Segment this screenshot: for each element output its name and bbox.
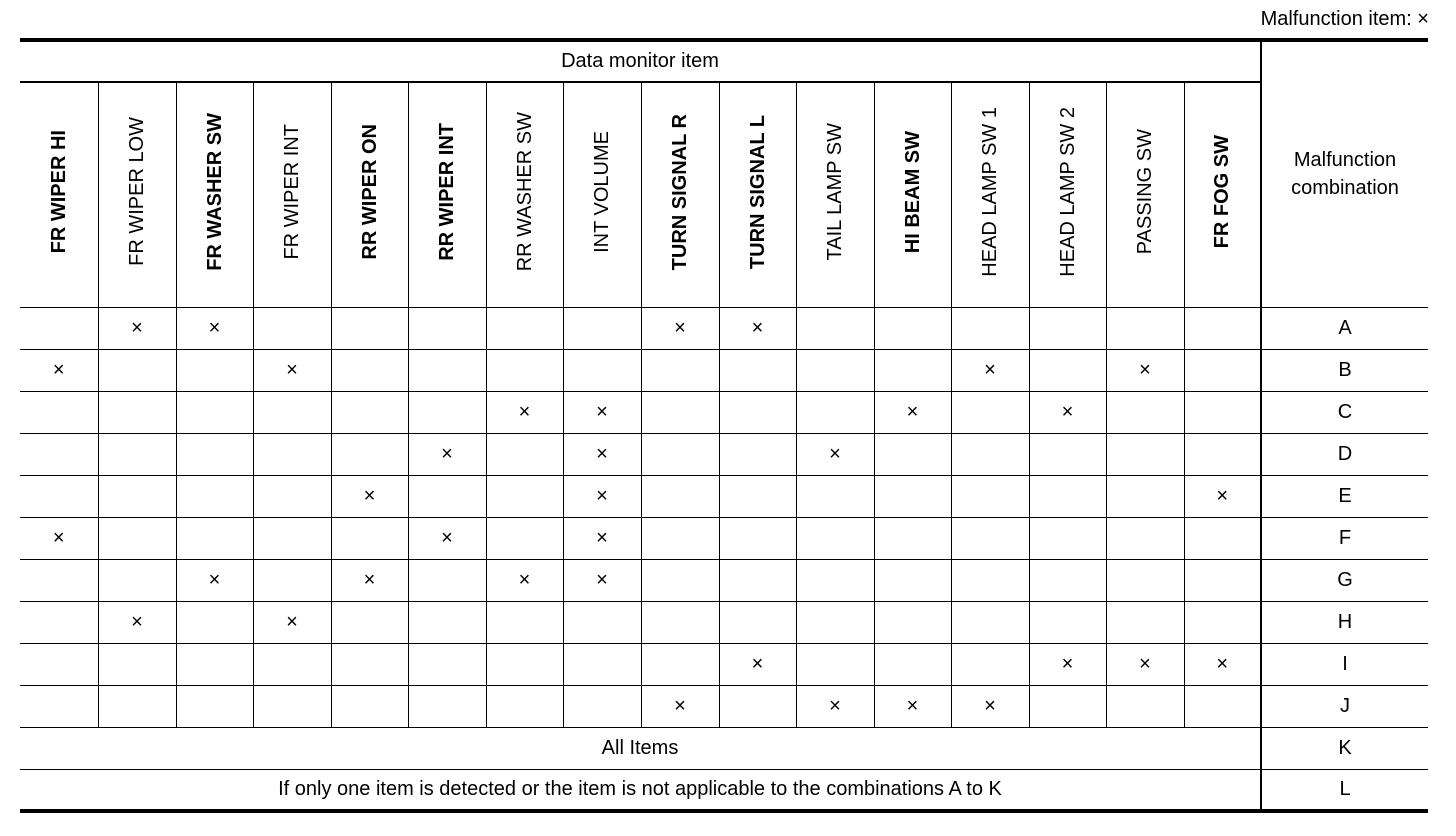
matrix-cell xyxy=(20,433,98,475)
malfunction-mark: × xyxy=(518,400,531,423)
table-row xyxy=(20,475,1428,517)
column-header xyxy=(796,82,874,307)
matrix-cell xyxy=(1184,391,1261,433)
matrix-cell xyxy=(796,559,874,601)
matrix-cell xyxy=(253,601,331,643)
malfunction-mark: × xyxy=(363,568,376,591)
matrix-cell xyxy=(1106,643,1184,685)
matrix-cell xyxy=(874,391,951,433)
column-header-label: INT VOLUME xyxy=(591,130,613,253)
matrix-cell xyxy=(253,559,331,601)
malfunction-mark: × xyxy=(1139,652,1151,675)
table-row xyxy=(20,391,1428,433)
footer-row xyxy=(20,769,1428,811)
matrix-cell xyxy=(1184,517,1261,559)
matrix-cell xyxy=(331,349,408,391)
matrix-cell xyxy=(20,475,98,517)
matrix-cell xyxy=(796,643,874,685)
malfunction-combination-table xyxy=(20,38,1428,813)
table-row xyxy=(20,433,1428,475)
malfunction-mark: × xyxy=(52,526,65,549)
column-header-label: FR WIPER INT xyxy=(281,123,303,260)
matrix-cell xyxy=(796,475,874,517)
matrix-cell xyxy=(641,349,719,391)
matrix-cell xyxy=(1029,685,1106,727)
combination-letter: L xyxy=(1261,769,1428,811)
footer-row xyxy=(20,727,1428,769)
matrix-cell xyxy=(1106,601,1184,643)
column-header-label: FR WIPER HI xyxy=(47,130,70,254)
combination-letter: G xyxy=(1261,559,1428,601)
matrix-cell xyxy=(408,307,486,349)
malfunction-mark: × xyxy=(1216,484,1229,507)
matrix-cell xyxy=(1106,307,1184,349)
matrix-cell xyxy=(641,517,719,559)
matrix-cell xyxy=(98,433,176,475)
matrix-cell xyxy=(98,349,176,391)
matrix-cell xyxy=(796,391,874,433)
matrix-cell xyxy=(951,685,1029,727)
column-header xyxy=(874,82,951,307)
combination-letter: I xyxy=(1261,643,1428,685)
malfunction-mark: × xyxy=(751,316,764,339)
matrix-cell xyxy=(719,685,796,727)
matrix-cell xyxy=(874,559,951,601)
matrix-cell xyxy=(20,517,98,559)
matrix-cell xyxy=(1106,517,1184,559)
malfunction-mark: × xyxy=(984,358,996,381)
column-header xyxy=(176,82,253,307)
column-header xyxy=(20,82,98,307)
matrix-cell xyxy=(719,643,796,685)
combination-letter: H xyxy=(1261,601,1428,643)
matrix-cell xyxy=(408,517,486,559)
matrix-cell xyxy=(408,643,486,685)
matrix-cell xyxy=(719,349,796,391)
matrix-cell xyxy=(563,349,641,391)
footer-description: If only one item is detected or the item is not applicable to the combinations A to K xyxy=(20,769,1261,811)
matrix-cell xyxy=(98,685,176,727)
matrix-cell xyxy=(98,601,176,643)
matrix-cell xyxy=(563,685,641,727)
malfunction-mark: × xyxy=(596,442,608,465)
matrix-cell xyxy=(176,601,253,643)
matrix-cell xyxy=(176,349,253,391)
matrix-cell xyxy=(1106,391,1184,433)
matrix-cell xyxy=(20,349,98,391)
column-header-label: RR WIPER ON xyxy=(358,123,381,260)
matrix-cell xyxy=(486,601,563,643)
matrix-cell xyxy=(951,643,1029,685)
column-header xyxy=(951,82,1029,307)
matrix-cell xyxy=(98,517,176,559)
matrix-cell xyxy=(98,307,176,349)
matrix-cell xyxy=(951,517,1029,559)
malfunction-mark: × xyxy=(1139,358,1151,381)
combination-letter: E xyxy=(1261,475,1428,517)
table-row xyxy=(20,307,1428,349)
matrix-cell xyxy=(176,433,253,475)
matrix-cell xyxy=(253,475,331,517)
matrix-cell xyxy=(719,475,796,517)
matrix-cell xyxy=(1184,349,1261,391)
matrix-cell xyxy=(98,643,176,685)
matrix-cell xyxy=(98,475,176,517)
matrix-cell xyxy=(719,517,796,559)
table-row xyxy=(20,349,1428,391)
matrix-cell xyxy=(641,475,719,517)
malfunction-mark: × xyxy=(1061,652,1074,675)
matrix-cell xyxy=(1184,685,1261,727)
matrix-cell xyxy=(98,391,176,433)
malfunction-mark: × xyxy=(829,442,841,465)
malfunction-mark: × xyxy=(829,694,841,717)
matrix-cell xyxy=(874,517,951,559)
combination-letter: D xyxy=(1261,433,1428,475)
matrix-cell xyxy=(1106,685,1184,727)
matrix-cell xyxy=(641,307,719,349)
matrix-cell xyxy=(331,475,408,517)
column-header-label: TURN SIGNAL L xyxy=(746,114,769,269)
matrix-cell xyxy=(331,601,408,643)
matrix-cell xyxy=(951,433,1029,475)
matrix-cell xyxy=(1029,433,1106,475)
matrix-cell xyxy=(796,601,874,643)
matrix-cell xyxy=(486,517,563,559)
matrix-cell xyxy=(563,433,641,475)
data-monitor-item-header: Data monitor item xyxy=(20,40,1261,82)
matrix-cell xyxy=(408,391,486,433)
matrix-cell xyxy=(253,685,331,727)
malfunction-mark: × xyxy=(596,484,608,507)
column-header-label: FR WASHER SW xyxy=(203,112,226,271)
matrix-cell xyxy=(796,433,874,475)
matrix-cell xyxy=(719,307,796,349)
malfunction-mark: × xyxy=(984,694,996,717)
column-header xyxy=(563,82,641,307)
combination-letter: A xyxy=(1261,307,1428,349)
matrix-cell xyxy=(1029,601,1106,643)
matrix-cell xyxy=(486,559,563,601)
matrix-cell xyxy=(176,307,253,349)
matrix-cell xyxy=(331,517,408,559)
column-header-label: HEAD LAMP SW 1 xyxy=(979,106,1001,277)
matrix-cell xyxy=(486,685,563,727)
matrix-cell xyxy=(253,391,331,433)
matrix-cell xyxy=(796,307,874,349)
matrix-cell xyxy=(176,391,253,433)
matrix-cell xyxy=(796,349,874,391)
column-header-label: PASSING SW xyxy=(1134,129,1156,255)
legend-note: Malfunction item: × xyxy=(1260,8,1429,30)
column-header xyxy=(253,82,331,307)
matrix-cell xyxy=(486,391,563,433)
matrix-cell xyxy=(951,391,1029,433)
matrix-cell xyxy=(1029,517,1106,559)
matrix-cell xyxy=(486,643,563,685)
matrix-cell xyxy=(874,601,951,643)
matrix-cell xyxy=(408,433,486,475)
column-header-label: FR FOG SW xyxy=(1211,135,1234,249)
column-header-label: TAIL LAMP SW xyxy=(824,123,846,261)
matrix-cell xyxy=(20,685,98,727)
column-header xyxy=(719,82,796,307)
matrix-cell xyxy=(253,517,331,559)
matrix-cell xyxy=(20,559,98,601)
column-header-label: FR WIPER LOW xyxy=(126,117,148,267)
matrix-cell xyxy=(641,685,719,727)
matrix-cell xyxy=(1029,307,1106,349)
malfunction-mark: × xyxy=(52,358,65,381)
matrix-cell xyxy=(331,559,408,601)
column-header xyxy=(641,82,719,307)
matrix-cell xyxy=(641,433,719,475)
column-header xyxy=(1184,82,1261,307)
column-header-label: RR WIPER INT xyxy=(436,122,458,261)
footer-description: All Items xyxy=(20,727,1261,769)
matrix-cell xyxy=(331,643,408,685)
matrix-cell xyxy=(253,643,331,685)
matrix-cell xyxy=(331,391,408,433)
matrix-cell xyxy=(563,391,641,433)
matrix-cell xyxy=(176,559,253,601)
table-row xyxy=(20,559,1428,601)
table-row xyxy=(20,643,1428,685)
malfunction-mark: × xyxy=(286,358,298,381)
matrix-cell xyxy=(408,685,486,727)
matrix-cell xyxy=(486,475,563,517)
matrix-cell xyxy=(408,559,486,601)
matrix-cell xyxy=(1029,475,1106,517)
matrix-cell xyxy=(1029,391,1106,433)
matrix-cell xyxy=(641,559,719,601)
table-row xyxy=(20,517,1428,559)
matrix-cell xyxy=(641,391,719,433)
column-header-label: HEAD LAMP SW 2 xyxy=(1056,106,1079,277)
matrix-cell xyxy=(874,349,951,391)
matrix-cell xyxy=(563,601,641,643)
matrix-cell xyxy=(1184,559,1261,601)
malfunction-mark: × xyxy=(596,400,608,423)
column-header xyxy=(1106,82,1184,307)
matrix-cell xyxy=(1184,643,1261,685)
malfunction-mark: × xyxy=(208,316,221,339)
matrix-cell xyxy=(874,643,951,685)
matrix-cell xyxy=(1106,433,1184,475)
malfunction-mark: × xyxy=(363,484,376,507)
malfunction-mark: × xyxy=(441,442,453,465)
matrix-cell xyxy=(20,643,98,685)
malfunction-mark: × xyxy=(286,610,298,633)
matrix-cell xyxy=(408,349,486,391)
column-header xyxy=(408,82,486,307)
malfunction-mark: × xyxy=(208,568,221,591)
matrix-cell xyxy=(331,307,408,349)
matrix-cell xyxy=(331,685,408,727)
matrix-cell xyxy=(1106,559,1184,601)
malfunction-mark: × xyxy=(1061,400,1074,423)
matrix-cell xyxy=(951,349,1029,391)
matrix-cell xyxy=(408,601,486,643)
matrix-cell xyxy=(563,559,641,601)
matrix-cell xyxy=(176,475,253,517)
malfunction-combination-header xyxy=(1261,40,1428,307)
matrix-cell xyxy=(951,307,1029,349)
matrix-cell xyxy=(253,307,331,349)
column-header-label: HI BEAM SW xyxy=(901,130,924,253)
column-header-label: RR WASHER SW xyxy=(513,112,536,272)
matrix-cell xyxy=(20,307,98,349)
matrix-cell xyxy=(563,517,641,559)
matrix-cell xyxy=(1184,433,1261,475)
matrix-cell xyxy=(796,517,874,559)
matrix-cell xyxy=(1184,601,1261,643)
malfunction-mark: × xyxy=(131,610,143,633)
malfunction-mark: × xyxy=(596,568,608,591)
combination-letter: F xyxy=(1261,517,1428,559)
malfunction-mark: × xyxy=(674,316,686,339)
combination-letter: B xyxy=(1261,349,1428,391)
matrix-cell xyxy=(641,601,719,643)
table-row xyxy=(20,601,1428,643)
malfunction-mark: × xyxy=(674,694,686,717)
matrix-cell xyxy=(486,307,563,349)
matrix-cell xyxy=(486,433,563,475)
matrix-cell xyxy=(253,349,331,391)
matrix-cell xyxy=(563,643,641,685)
column-header-label: TURN SIGNAL R xyxy=(669,113,691,270)
table-row xyxy=(20,685,1428,727)
matrix-cell xyxy=(486,349,563,391)
matrix-cell xyxy=(1184,475,1261,517)
matrix-cell xyxy=(563,307,641,349)
column-header xyxy=(331,82,408,307)
matrix-cell xyxy=(874,685,951,727)
matrix-cell xyxy=(719,601,796,643)
malfunction-mark: × xyxy=(1216,652,1229,675)
matrix-cell xyxy=(719,391,796,433)
combination-letter: K xyxy=(1261,727,1428,769)
matrix-cell xyxy=(641,643,719,685)
combination-letter: J xyxy=(1261,685,1428,727)
matrix-cell xyxy=(874,475,951,517)
malfunction-mark: × xyxy=(131,316,143,339)
malfunction-mark: × xyxy=(441,526,453,549)
matrix-cell xyxy=(874,307,951,349)
matrix-cell xyxy=(253,433,331,475)
matrix-cell xyxy=(719,559,796,601)
matrix-cell xyxy=(331,433,408,475)
matrix-cell xyxy=(1106,475,1184,517)
matrix-cell xyxy=(1029,349,1106,391)
matrix-cell xyxy=(408,475,486,517)
malfunction-mark: × xyxy=(906,694,919,717)
matrix-cell xyxy=(20,601,98,643)
matrix-cell xyxy=(176,517,253,559)
matrix-cell xyxy=(951,601,1029,643)
combination-letter: C xyxy=(1261,391,1428,433)
matrix-cell xyxy=(874,433,951,475)
matrix-cell xyxy=(20,391,98,433)
matrix-cell xyxy=(951,475,1029,517)
malfunction-combination-label: Malfunction combination xyxy=(1291,149,1399,200)
malfunction-mark: × xyxy=(518,568,531,591)
malfunction-mark: × xyxy=(906,400,919,423)
matrix-cell xyxy=(176,685,253,727)
matrix-cell xyxy=(1029,643,1106,685)
matrix-cell xyxy=(796,685,874,727)
malfunction-mark: × xyxy=(751,652,764,675)
matrix-cell xyxy=(1029,559,1106,601)
malfunction-mark: × xyxy=(596,526,608,549)
column-header xyxy=(98,82,176,307)
column-header xyxy=(1029,82,1106,307)
matrix-cell xyxy=(951,559,1029,601)
matrix-cell xyxy=(98,559,176,601)
matrix-cell xyxy=(563,475,641,517)
column-header xyxy=(486,82,563,307)
matrix-cell xyxy=(1184,307,1261,349)
matrix-cell xyxy=(719,433,796,475)
matrix-cell xyxy=(1106,349,1184,391)
matrix-cell xyxy=(176,643,253,685)
